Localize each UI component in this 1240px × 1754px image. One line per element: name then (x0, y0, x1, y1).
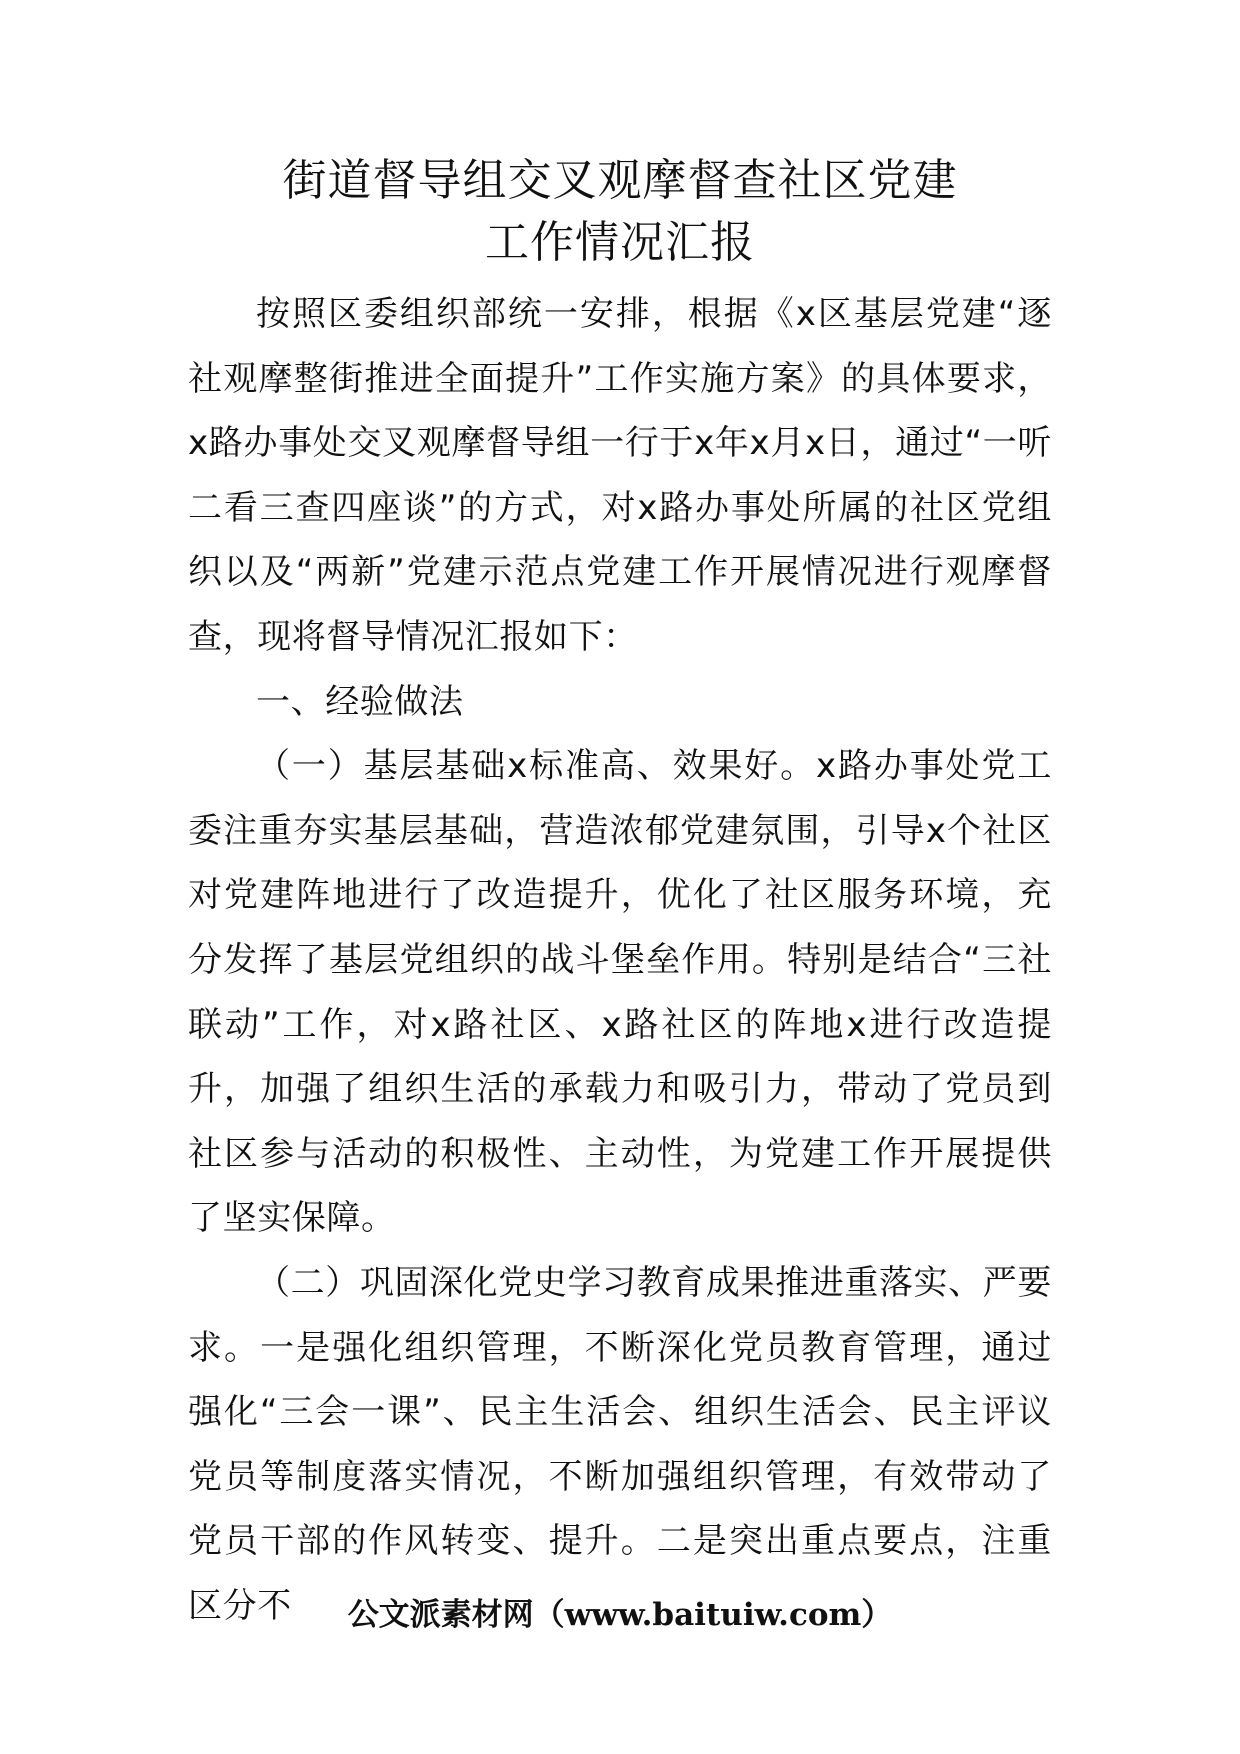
document-page (188, 150, 1052, 1638)
title-line-2: 工作情况汇报 (485, 217, 755, 268)
document-body (188, 282, 1052, 1638)
footer-watermark: 公文派素材网（www.baituiw.com） (347, 1597, 893, 1633)
section-heading: 一、经验做法 (256, 681, 464, 722)
title-line-1: 街道督导组交叉观摩督查社区党建 (282, 155, 958, 206)
paragraph-item-1: （一）基层基础x标准高、效果好。x路办事处党工委注重夯实基层基础，营造浓郁党建氛围，引导x个社区对党建阵地进行了改造提升，优化了社区服务环境，充分发挥了基层党组织的战斗堡垒作用。特别是结合“三社联动”工作，对x路社区、x路社区的阵地x进行改造提升，加强了组织生活的承载力和吸引力，带动了党员到社区参与活动的积极性、主动性，为党建工作开展提供了坚实保障。 (188, 746, 1052, 1239)
paragraph-item-2: （二）巩固深化党史学习教育成果推进重落实、严要求。一是强化组织管理，不断深化党员教育管理，通过强化“三会一课”、民主生活会、组织生活会、民主评议党员等制度落实情况，不断加强组织管理，有效带动了党员干部的作风转变、提升。二是突出重点要点，注重区分不 (188, 1262, 1052, 1626)
paragraph-intro: 按照区委组织部统一安排，根据《x区基层党建“逐社观摩整街推进全面提升”工作实施方案》的具体要求，x路办事处交叉观摩督导组一行于x年x月x日，通过“一听二看三查四座谈”的方式，对x路办事处所属的社区党组织以及“两新”党建示范点党建工作开展情况进行观摩督查，现将督导情况汇报如下： (188, 294, 1052, 657)
document-title (188, 150, 1052, 274)
